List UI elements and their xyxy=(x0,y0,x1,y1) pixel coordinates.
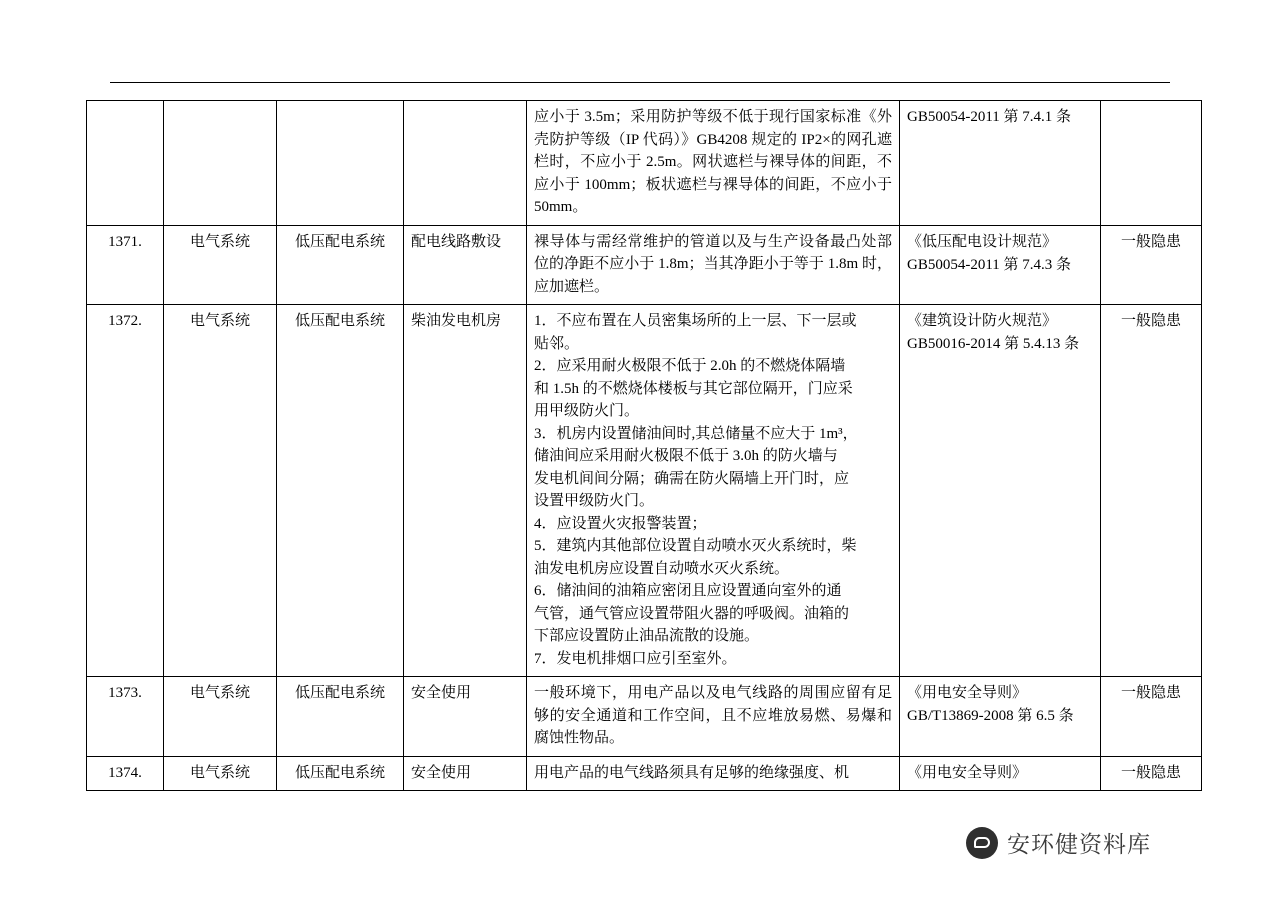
reference-line: GB/T13869-2008 第 6.5 条 xyxy=(907,708,1074,725)
table-row xyxy=(87,677,1202,757)
cell-description: 一般环境下，用电产品以及电气线路的周围应留有足够的安全通道和工作空间，且不应堆放易燃、易爆和腐蚀性物品。 xyxy=(527,677,900,757)
description-line: 下部应设置防止油品流散的设施。 xyxy=(534,628,760,644)
cell-item: 配电线路敷设 xyxy=(404,225,527,305)
cell-subsystem: 低压配电系统 xyxy=(277,305,404,677)
description-line: 设置甲级防火门。 xyxy=(534,493,655,509)
cell-description xyxy=(527,305,900,677)
cell-level: 一般隐患 xyxy=(1101,677,1202,757)
table-row xyxy=(87,101,1202,226)
cell-description: 用电产品的电气线路须具有足够的绝缘强度、机 xyxy=(527,756,900,791)
cell-item: 安全使用 xyxy=(404,677,527,757)
description-line: 发电机间间分隔；确需在防火隔墙上开门时，应 xyxy=(534,470,850,487)
cell-item: 安全使用 xyxy=(404,756,527,791)
reference-line: 《低压配电设计规范》 xyxy=(907,233,1058,250)
cell-system xyxy=(164,101,277,226)
cell-number: 1374. xyxy=(87,756,164,791)
cell-number: 1373. xyxy=(87,677,164,757)
table-row xyxy=(87,225,1202,305)
table-row xyxy=(87,305,1202,677)
description-line: 6．储油间的油箱应密闭且应设置通向室外的通 xyxy=(534,583,842,599)
cell-description: 应小于 3.5m；采用防护等级不低于现行国家标准《外壳防护等级（IP 代码）》GB4208 规定的 IP2×的网孔遮栏时，不应小于 2.5m。网状遮栏与裸导体的间距，不应小于 100mm；板状遮栏与裸导体的间距，不应小于 50mm。 xyxy=(527,101,900,226)
cell-reference xyxy=(900,677,1101,757)
wechat-logo-icon xyxy=(966,827,998,859)
cell-subsystem: 低压配电系统 xyxy=(277,225,404,305)
cell-system: 电气系统 xyxy=(164,305,277,677)
reference-line: 《用电安全导则》 xyxy=(907,685,1028,701)
description-line: 和 1.5h 的不燃烧体楼板与其它部位隔开，门应采 xyxy=(534,380,853,397)
description-line: 3．机房内设置储油间时,其总储量不应大于 1m³， xyxy=(534,425,858,442)
description-line: 7．发电机排烟口应引至室外。 xyxy=(534,650,737,667)
cell-subsystem: 低压配电系统 xyxy=(277,756,404,791)
hazard-checklist-table xyxy=(86,100,1202,791)
cell-level: 一般隐患 xyxy=(1101,756,1202,791)
reference-line: 《建筑设计防火规范》 xyxy=(907,313,1058,329)
description-line: 2．应采用耐火极限不低于 2.0h 的不燃烧体隔墙 xyxy=(534,358,846,374)
description-line: 1．不应布置在人员密集场所的上一层、下一层或 xyxy=(534,313,857,329)
description-line: 油发电机房应设置自动喷水灭火系统。 xyxy=(534,560,790,577)
cell-number xyxy=(87,101,164,226)
cell-subsystem xyxy=(277,101,404,226)
header-rule xyxy=(110,82,1170,83)
description-line: 用甲级防火门。 xyxy=(534,403,640,419)
cell-reference xyxy=(900,225,1101,305)
cell-level: 一般隐患 xyxy=(1101,305,1202,677)
cell-subsystem: 低压配电系统 xyxy=(277,677,404,757)
description-line: 5．建筑内其他部位设置自动喷水灭火系统时，柴 xyxy=(534,538,857,554)
cell-reference: GB50054-2011 第 7.4.1 条 xyxy=(900,101,1101,226)
description-line: 贴邻。 xyxy=(534,335,580,352)
description-line: 4．应设置火灾报警装置； xyxy=(534,515,707,532)
cell-system: 电气系统 xyxy=(164,756,277,791)
table-row xyxy=(87,756,1202,791)
cell-item: 柴油发电机房 xyxy=(404,305,527,677)
cell-reference xyxy=(900,305,1101,677)
description-line: 储油间应采用耐火极限不低于 3.0h 的防火墙与 xyxy=(534,448,838,464)
watermark xyxy=(966,826,1151,859)
cell-number: 1372. xyxy=(87,305,164,677)
reference-line: GB50016-2014 第 5.4.13 条 xyxy=(907,336,1080,353)
description-line: 气管，通气管应设置带阻火器的呼吸阀。油箱的 xyxy=(534,605,850,622)
cell-system: 电气系统 xyxy=(164,225,277,305)
cell-description: 裸导体与需经常维护的管道以及与生产设备最凸处部位的净距不应小于 1.8m；当其净距小于等于 1.8m 时，应加遮栏。 xyxy=(527,225,900,305)
reference-line: GB50054-2011 第 7.4.3 条 xyxy=(907,256,1072,273)
cell-reference: 《用电安全导则》 xyxy=(900,756,1101,791)
cell-number: 1371. xyxy=(87,225,164,305)
watermark-label: 安环健资料库 xyxy=(1007,831,1151,857)
cell-level xyxy=(1101,101,1202,226)
cell-system: 电气系统 xyxy=(164,677,277,757)
cell-level: 一般隐患 xyxy=(1101,225,1202,305)
cell-item xyxy=(404,101,527,226)
